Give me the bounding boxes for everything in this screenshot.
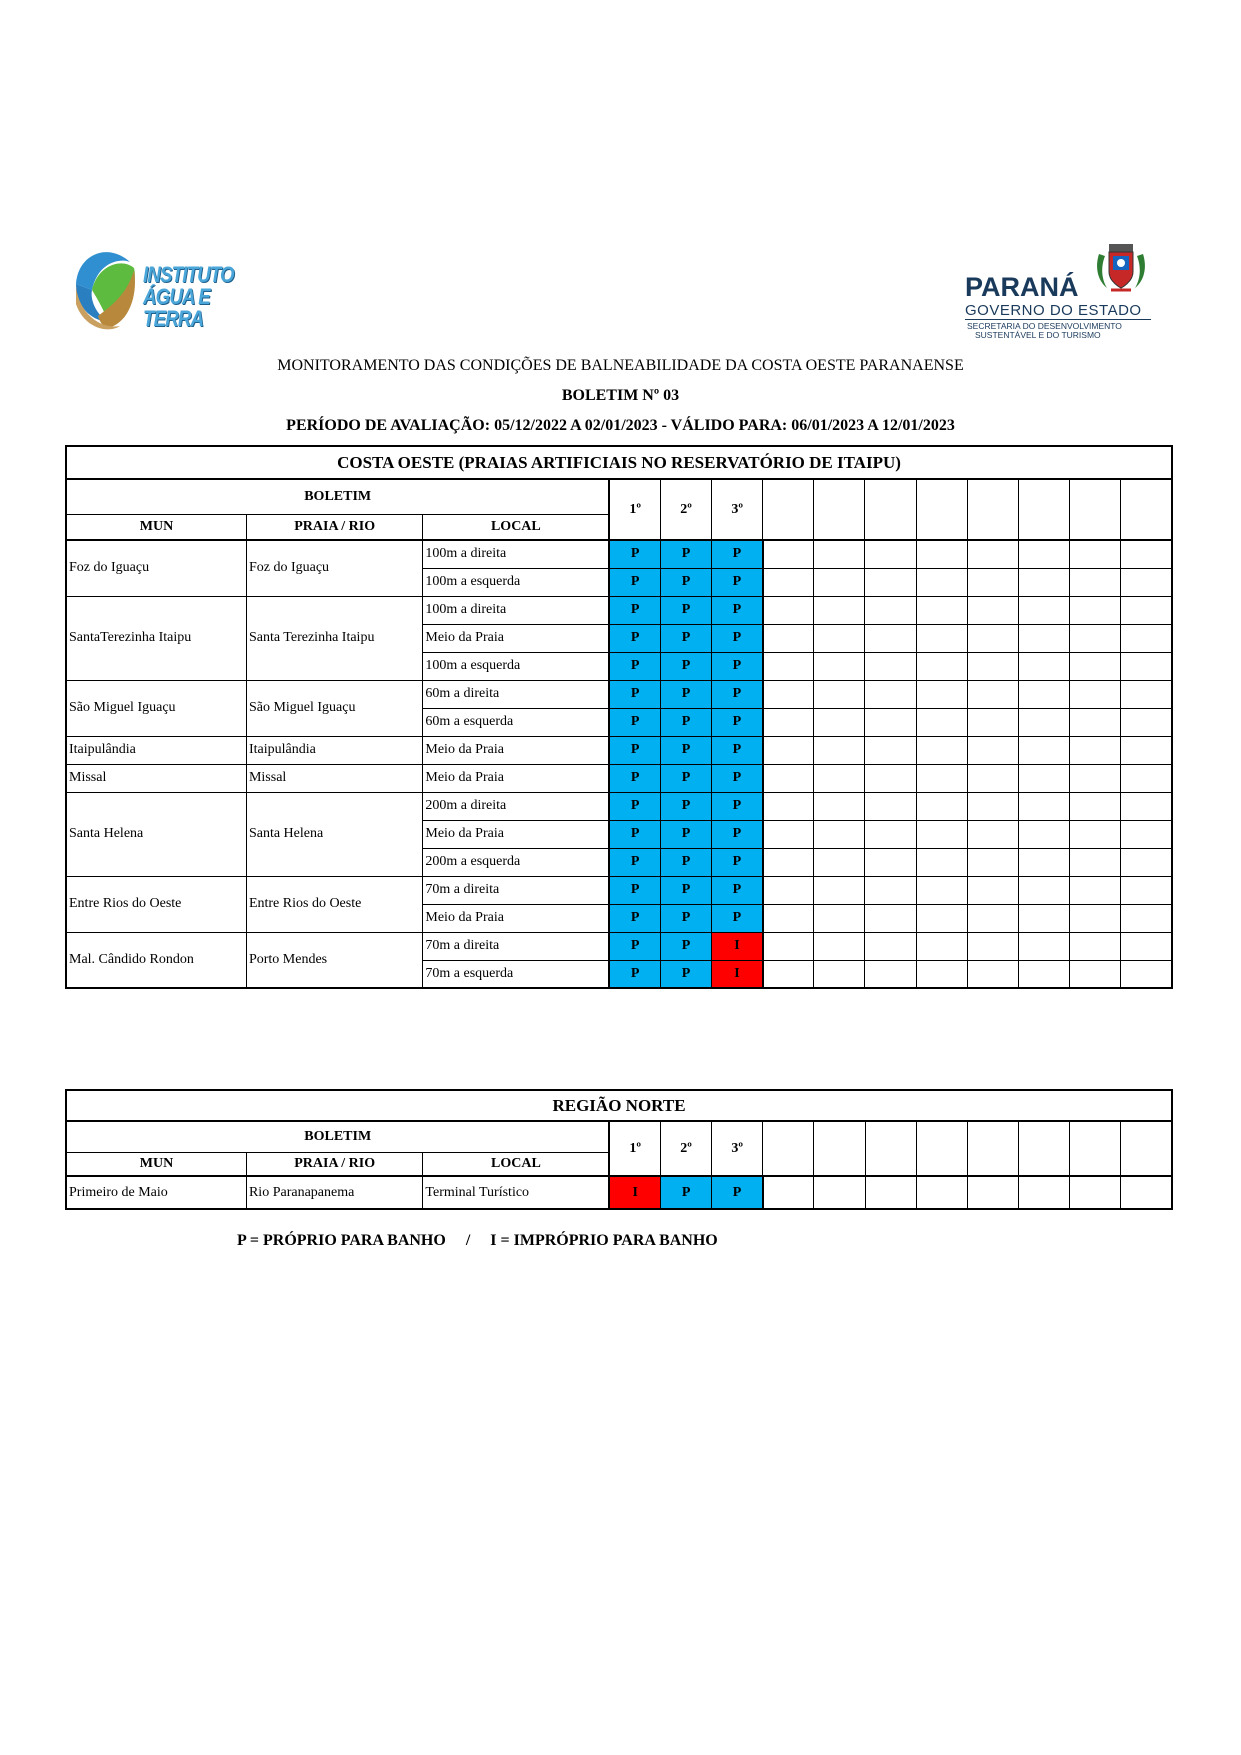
empty-bulletin-cell bbox=[1069, 596, 1120, 624]
empty-bulletin-header bbox=[1070, 1121, 1121, 1176]
status-badge: P bbox=[712, 708, 763, 736]
empty-bulletin-cell bbox=[916, 932, 967, 960]
location-cell: Meio da Praia bbox=[423, 904, 609, 932]
empty-bulletin-cell bbox=[763, 540, 814, 568]
empty-bulletin-cell bbox=[967, 652, 1018, 680]
empty-bulletin-cell bbox=[916, 596, 967, 624]
status-badge: P bbox=[660, 680, 711, 708]
table-row bbox=[66, 792, 1172, 820]
empty-bulletin-cell bbox=[967, 820, 1018, 848]
location-cell: Terminal Turístico bbox=[423, 1176, 609, 1209]
parana-coat-of-arms-icon bbox=[1093, 240, 1149, 294]
status-badge: P bbox=[660, 568, 711, 596]
regiao-norte-table-body bbox=[66, 1176, 1172, 1209]
bulletin-number: BOLETIM Nº 03 bbox=[561, 387, 680, 404]
empty-bulletin-cell bbox=[814, 764, 865, 792]
empty-bulletin-cell bbox=[1069, 820, 1120, 848]
location-cell: Meio da Praia bbox=[423, 624, 609, 652]
empty-bulletin-cell bbox=[865, 652, 916, 680]
document-title: MONITORAMENTO DAS CONDIÇÕES DE BALNEABILIDADE DA COSTA OESTE PARANAENSE bbox=[277, 357, 964, 374]
status-badge: P bbox=[712, 624, 763, 652]
location-cell: 70m a direita bbox=[423, 932, 609, 960]
beach-cell: Porto Mendes bbox=[246, 932, 422, 988]
empty-bulletin-cell bbox=[916, 820, 967, 848]
column-header-praia: PRAIA / RIO bbox=[246, 1152, 422, 1176]
empty-bulletin-cell bbox=[814, 568, 865, 596]
bulletin-3-header: 3º bbox=[712, 479, 763, 540]
empty-bulletin-header bbox=[1018, 1121, 1069, 1176]
status-badge: P bbox=[660, 624, 711, 652]
empty-bulletin-cell bbox=[1121, 736, 1172, 764]
beach-cell: Santa Helena bbox=[246, 792, 422, 876]
empty-bulletin-header bbox=[1121, 479, 1172, 540]
empty-bulletin-cell bbox=[1018, 792, 1069, 820]
empty-bulletin-header bbox=[814, 1121, 865, 1176]
empty-bulletin-header bbox=[763, 479, 814, 540]
empty-bulletin-cell bbox=[865, 596, 916, 624]
empty-bulletin-cell bbox=[916, 624, 967, 652]
empty-bulletin-cell bbox=[1121, 904, 1172, 932]
empty-bulletin-cell bbox=[865, 932, 916, 960]
empty-bulletin-cell bbox=[967, 932, 1018, 960]
empty-bulletin-cell bbox=[1018, 596, 1069, 624]
status-badge: P bbox=[660, 652, 711, 680]
empty-bulletin-cell bbox=[967, 848, 1018, 876]
empty-bulletin-cell bbox=[814, 932, 865, 960]
empty-bulletin-cell bbox=[814, 540, 865, 568]
empty-bulletin-cell bbox=[1069, 624, 1120, 652]
empty-bulletin-cell bbox=[1121, 848, 1172, 876]
status-badge: P bbox=[712, 792, 763, 820]
empty-bulletin-cell bbox=[1018, 904, 1069, 932]
status-badge: P bbox=[609, 904, 660, 932]
empty-bulletin-cell bbox=[967, 1176, 1018, 1209]
municipality-cell: Entre Rios do Oeste bbox=[66, 876, 246, 932]
municipality-cell: Missal bbox=[66, 764, 246, 792]
empty-bulletin-cell bbox=[1018, 708, 1069, 736]
municipality-cell: SantaTerezinha Itaipu bbox=[66, 596, 246, 680]
empty-bulletin-cell bbox=[1018, 736, 1069, 764]
empty-bulletin-header bbox=[865, 1121, 916, 1176]
empty-bulletin-cell bbox=[865, 568, 916, 596]
empty-bulletin-cell bbox=[916, 652, 967, 680]
empty-bulletin-cell bbox=[814, 596, 865, 624]
empty-bulletin-cell bbox=[1121, 764, 1172, 792]
empty-bulletin-cell bbox=[865, 904, 916, 932]
status-badge: P bbox=[609, 708, 660, 736]
regiao-norte-table bbox=[65, 1089, 1173, 1210]
boletim-header: BOLETIM bbox=[66, 1121, 609, 1152]
table-row bbox=[66, 764, 1172, 792]
empty-bulletin-cell bbox=[1069, 680, 1120, 708]
status-badge: P bbox=[609, 596, 660, 624]
empty-bulletin-cell bbox=[967, 736, 1018, 764]
status-badge: I bbox=[712, 932, 763, 960]
table-row bbox=[66, 736, 1172, 764]
empty-bulletin-cell bbox=[865, 820, 916, 848]
status-badge: P bbox=[712, 596, 763, 624]
empty-bulletin-cell bbox=[1018, 932, 1069, 960]
empty-bulletin-cell bbox=[814, 708, 865, 736]
column-header-local: LOCAL bbox=[423, 1152, 609, 1176]
empty-bulletin-cell bbox=[967, 764, 1018, 792]
empty-bulletin-cell bbox=[814, 1176, 865, 1209]
empty-bulletin-cell bbox=[967, 680, 1018, 708]
empty-bulletin-cell bbox=[1018, 540, 1069, 568]
empty-bulletin-cell bbox=[1121, 708, 1172, 736]
status-badge: P bbox=[660, 960, 711, 988]
bulletin-1-header: 1º bbox=[609, 1121, 660, 1176]
empty-bulletin-cell bbox=[1069, 848, 1120, 876]
empty-bulletin-cell bbox=[865, 708, 916, 736]
bulletin-2-header: 2º bbox=[661, 1121, 712, 1176]
empty-bulletin-header bbox=[916, 1121, 967, 1176]
status-badge: P bbox=[660, 792, 711, 820]
table-row bbox=[66, 680, 1172, 708]
empty-bulletin-cell bbox=[1018, 652, 1069, 680]
empty-bulletin-cell bbox=[814, 960, 865, 988]
location-cell: 100m a direita bbox=[423, 596, 609, 624]
beach-cell: Itaipulândia bbox=[246, 736, 422, 764]
water-earth-logo-icon bbox=[68, 244, 148, 336]
logo-text-agua-terra: ÁGUA E TERRA bbox=[143, 284, 210, 331]
municipality-cell: São Miguel Iguaçu bbox=[66, 680, 246, 736]
empty-bulletin-cell bbox=[1069, 904, 1120, 932]
empty-bulletin-cell bbox=[916, 708, 967, 736]
empty-bulletin-cell bbox=[763, 932, 814, 960]
empty-bulletin-cell bbox=[916, 568, 967, 596]
location-cell: 100m a esquerda bbox=[423, 652, 609, 680]
status-badge: P bbox=[609, 792, 660, 820]
empty-bulletin-cell bbox=[967, 904, 1018, 932]
municipality-cell: Mal. Cândido Rondon bbox=[66, 932, 246, 988]
empty-bulletin-cell bbox=[763, 792, 814, 820]
status-badge: P bbox=[660, 848, 711, 876]
empty-bulletin-cell bbox=[1018, 820, 1069, 848]
parana-wordmark: PARANÁ bbox=[965, 272, 1079, 302]
beach-cell: Entre Rios do Oeste bbox=[246, 876, 422, 932]
empty-bulletin-cell bbox=[814, 624, 865, 652]
status-badge: P bbox=[712, 540, 763, 568]
empty-bulletin-cell bbox=[763, 876, 814, 904]
empty-bulletin-cell bbox=[814, 848, 865, 876]
empty-bulletin-cell bbox=[1121, 932, 1172, 960]
empty-bulletin-cell bbox=[865, 736, 916, 764]
beach-cell: Rio Paranapanema bbox=[246, 1176, 422, 1209]
empty-bulletin-cell bbox=[1069, 568, 1120, 596]
empty-bulletin-cell bbox=[1018, 1176, 1069, 1209]
empty-bulletin-cell bbox=[916, 876, 967, 904]
beach-cell: Santa Terezinha Itaipu bbox=[246, 596, 422, 680]
empty-bulletin-header bbox=[967, 1121, 1018, 1176]
beach-cell: São Miguel Iguaçu bbox=[246, 680, 422, 736]
empty-bulletin-cell bbox=[1121, 876, 1172, 904]
empty-bulletin-cell bbox=[1018, 764, 1069, 792]
empty-bulletin-cell bbox=[1121, 596, 1172, 624]
status-badge: P bbox=[660, 540, 711, 568]
table-row bbox=[66, 1176, 1172, 1209]
location-cell: 60m a direita bbox=[423, 680, 609, 708]
status-badge: P bbox=[609, 540, 660, 568]
column-header-mun: MUN bbox=[66, 1152, 246, 1176]
empty-bulletin-cell bbox=[865, 540, 916, 568]
secretaria-text-line2: SUSTENTÁVEL E DO TURISMO bbox=[975, 330, 1101, 340]
status-badge: P bbox=[712, 1176, 763, 1209]
empty-bulletin-cell bbox=[916, 680, 967, 708]
empty-bulletin-cell bbox=[814, 792, 865, 820]
status-badge: P bbox=[609, 820, 660, 848]
municipality-cell: Itaipulândia bbox=[66, 736, 246, 764]
empty-bulletin-cell bbox=[916, 540, 967, 568]
empty-bulletin-cell bbox=[865, 764, 916, 792]
empty-bulletin-cell bbox=[1121, 960, 1172, 988]
table-title: REGIÃO NORTE bbox=[66, 1090, 1172, 1121]
empty-bulletin-cell bbox=[1121, 680, 1172, 708]
empty-bulletin-cell bbox=[1018, 624, 1069, 652]
bulletin-3-header: 3º bbox=[712, 1121, 763, 1176]
empty-bulletin-cell bbox=[814, 820, 865, 848]
empty-bulletin-cell bbox=[763, 848, 814, 876]
empty-bulletin-cell bbox=[916, 960, 967, 988]
empty-bulletin-header bbox=[916, 479, 967, 540]
status-badge: P bbox=[609, 736, 660, 764]
empty-bulletin-cell bbox=[1121, 624, 1172, 652]
empty-bulletin-cell bbox=[1069, 736, 1120, 764]
table-row bbox=[66, 596, 1172, 624]
empty-bulletin-cell bbox=[967, 568, 1018, 596]
empty-bulletin-cell bbox=[763, 596, 814, 624]
status-badge: P bbox=[609, 932, 660, 960]
instituto-agua-terra-wordmark bbox=[143, 264, 249, 330]
column-header-praia: PRAIA / RIO bbox=[246, 514, 422, 540]
status-badge: P bbox=[712, 904, 763, 932]
empty-bulletin-cell bbox=[967, 596, 1018, 624]
empty-bulletin-header bbox=[814, 479, 865, 540]
empty-bulletin-cell bbox=[814, 652, 865, 680]
empty-bulletin-cell bbox=[865, 680, 916, 708]
governo-do-estado-text: GOVERNO DO ESTADO bbox=[965, 302, 1142, 319]
status-badge: P bbox=[712, 736, 763, 764]
beach-cell: Foz do Iguaçu bbox=[246, 540, 422, 596]
empty-bulletin-cell bbox=[967, 876, 1018, 904]
empty-bulletin-cell bbox=[1069, 652, 1120, 680]
empty-bulletin-cell bbox=[1121, 820, 1172, 848]
empty-bulletin-cell bbox=[1121, 1176, 1172, 1209]
empty-bulletin-cell bbox=[865, 624, 916, 652]
empty-bulletin-cell bbox=[763, 904, 814, 932]
status-badge: P bbox=[660, 708, 711, 736]
empty-bulletin-cell bbox=[865, 792, 916, 820]
empty-bulletin-header bbox=[1121, 1121, 1172, 1176]
bulletin-1-header: 1º bbox=[609, 479, 660, 540]
bulletin-2-header: 2º bbox=[660, 479, 711, 540]
empty-bulletin-cell bbox=[814, 876, 865, 904]
empty-bulletin-cell bbox=[1069, 932, 1120, 960]
empty-bulletin-cell bbox=[967, 708, 1018, 736]
location-cell: 200m a direita bbox=[423, 792, 609, 820]
empty-bulletin-cell bbox=[865, 1176, 916, 1209]
status-badge: I bbox=[609, 1176, 660, 1209]
empty-bulletin-cell bbox=[763, 624, 814, 652]
status-badge: P bbox=[660, 932, 711, 960]
location-cell: 70m a esquerda bbox=[423, 960, 609, 988]
status-badge: P bbox=[660, 876, 711, 904]
status-badge: I bbox=[712, 960, 763, 988]
empty-bulletin-cell bbox=[967, 792, 1018, 820]
empty-bulletin-cell bbox=[916, 764, 967, 792]
empty-bulletin-cell bbox=[763, 708, 814, 736]
status-badge: P bbox=[609, 568, 660, 596]
empty-bulletin-cell bbox=[1069, 792, 1120, 820]
empty-bulletin-cell bbox=[1121, 652, 1172, 680]
table-row bbox=[66, 932, 1172, 960]
empty-bulletin-cell bbox=[1069, 540, 1120, 568]
status-badge: P bbox=[712, 820, 763, 848]
status-badge: P bbox=[609, 960, 660, 988]
location-cell: 100m a direita bbox=[423, 540, 609, 568]
location-cell: Meio da Praia bbox=[423, 820, 609, 848]
empty-bulletin-cell bbox=[967, 540, 1018, 568]
logo-text-instituto: INSTITUTO bbox=[143, 262, 234, 287]
empty-bulletin-cell bbox=[1121, 792, 1172, 820]
empty-bulletin-cell bbox=[1069, 960, 1120, 988]
empty-bulletin-cell bbox=[763, 820, 814, 848]
location-cell: Meio da Praia bbox=[423, 764, 609, 792]
status-badge: P bbox=[660, 904, 711, 932]
column-header-mun: MUN bbox=[66, 514, 246, 540]
status-badge: P bbox=[609, 876, 660, 904]
instituto-agua-terra-logo bbox=[68, 244, 268, 336]
status-badge: P bbox=[661, 1176, 712, 1209]
empty-bulletin-cell bbox=[916, 792, 967, 820]
evaluation-period: PERÍODO DE AVALIAÇÃO: 05/12/2022 A 02/01/2023 - VÁLIDO PARA: 06/01/2023 A 12/01/2023 bbox=[286, 417, 955, 434]
empty-bulletin-cell bbox=[865, 876, 916, 904]
status-badge: P bbox=[712, 680, 763, 708]
empty-bulletin-cell bbox=[916, 1176, 967, 1209]
empty-bulletin-cell bbox=[763, 568, 814, 596]
table-row bbox=[66, 540, 1172, 568]
empty-bulletin-cell bbox=[916, 904, 967, 932]
status-badge: P bbox=[660, 764, 711, 792]
location-cell: 200m a esquerda bbox=[423, 848, 609, 876]
logo-divider bbox=[965, 319, 1151, 320]
empty-bulletin-cell bbox=[1070, 1176, 1121, 1209]
empty-bulletin-cell bbox=[1018, 960, 1069, 988]
status-badge: P bbox=[660, 736, 711, 764]
municipality-cell: Primeiro de Maio bbox=[66, 1176, 246, 1209]
empty-bulletin-cell bbox=[763, 1176, 814, 1209]
status-badge: P bbox=[609, 764, 660, 792]
costa-oeste-table bbox=[65, 445, 1173, 989]
empty-bulletin-header bbox=[967, 479, 1018, 540]
status-badge: P bbox=[660, 596, 711, 624]
empty-bulletin-cell bbox=[763, 680, 814, 708]
beach-cell: Missal bbox=[246, 764, 422, 792]
empty-bulletin-header bbox=[1069, 479, 1120, 540]
boletim-header: BOLETIM bbox=[66, 479, 609, 514]
municipality-cell: Foz do Iguaçu bbox=[66, 540, 246, 596]
empty-bulletin-cell bbox=[763, 652, 814, 680]
secretaria-text-line1: SECRETARIA DO DESENVOLVIMENTO bbox=[967, 321, 1122, 331]
empty-bulletin-cell bbox=[967, 624, 1018, 652]
status-badge: P bbox=[712, 652, 763, 680]
empty-bulletin-cell bbox=[1018, 876, 1069, 904]
status-badge: P bbox=[712, 764, 763, 792]
parana-government-logo bbox=[965, 240, 1165, 340]
status-badge: P bbox=[609, 680, 660, 708]
status-badge: P bbox=[712, 848, 763, 876]
empty-bulletin-cell bbox=[1069, 764, 1120, 792]
empty-bulletin-header bbox=[865, 479, 916, 540]
empty-bulletin-cell bbox=[1069, 708, 1120, 736]
status-badge: P bbox=[609, 848, 660, 876]
empty-bulletin-cell bbox=[814, 736, 865, 764]
municipality-cell: Santa Helena bbox=[66, 792, 246, 876]
empty-bulletin-cell bbox=[1018, 568, 1069, 596]
empty-bulletin-cell bbox=[1018, 848, 1069, 876]
empty-bulletin-cell bbox=[865, 960, 916, 988]
legend: P = PRÓPRIO PARA BANHO / I = IMPRÓPRIO PARA BANHO bbox=[237, 1232, 718, 1249]
status-badge: P bbox=[609, 624, 660, 652]
status-badge: P bbox=[609, 652, 660, 680]
empty-bulletin-cell bbox=[916, 848, 967, 876]
empty-bulletin-cell bbox=[967, 960, 1018, 988]
empty-bulletin-cell bbox=[1121, 568, 1172, 596]
empty-bulletin-cell bbox=[916, 736, 967, 764]
empty-bulletin-cell bbox=[763, 736, 814, 764]
empty-bulletin-cell bbox=[1069, 876, 1120, 904]
table-title: COSTA OESTE (PRAIAS ARTIFICIAIS NO RESERVATÓRIO DE ITAIPU) bbox=[66, 446, 1172, 479]
location-cell: 100m a esquerda bbox=[423, 568, 609, 596]
status-badge: P bbox=[712, 876, 763, 904]
empty-bulletin-cell bbox=[763, 960, 814, 988]
empty-bulletin-header bbox=[763, 1121, 814, 1176]
status-badge: P bbox=[712, 568, 763, 596]
empty-bulletin-cell bbox=[865, 848, 916, 876]
table-row bbox=[66, 876, 1172, 904]
status-badge: P bbox=[660, 820, 711, 848]
empty-bulletin-cell bbox=[1018, 680, 1069, 708]
column-header-local: LOCAL bbox=[423, 514, 609, 540]
location-cell: 60m a esquerda bbox=[423, 708, 609, 736]
location-cell: 70m a direita bbox=[423, 876, 609, 904]
empty-bulletin-cell bbox=[814, 680, 865, 708]
empty-bulletin-cell bbox=[763, 764, 814, 792]
costa-oeste-table-body bbox=[66, 540, 1172, 988]
empty-bulletin-cell bbox=[814, 904, 865, 932]
location-cell: Meio da Praia bbox=[423, 736, 609, 764]
empty-bulletin-cell bbox=[1121, 540, 1172, 568]
empty-bulletin-header bbox=[1018, 479, 1069, 540]
